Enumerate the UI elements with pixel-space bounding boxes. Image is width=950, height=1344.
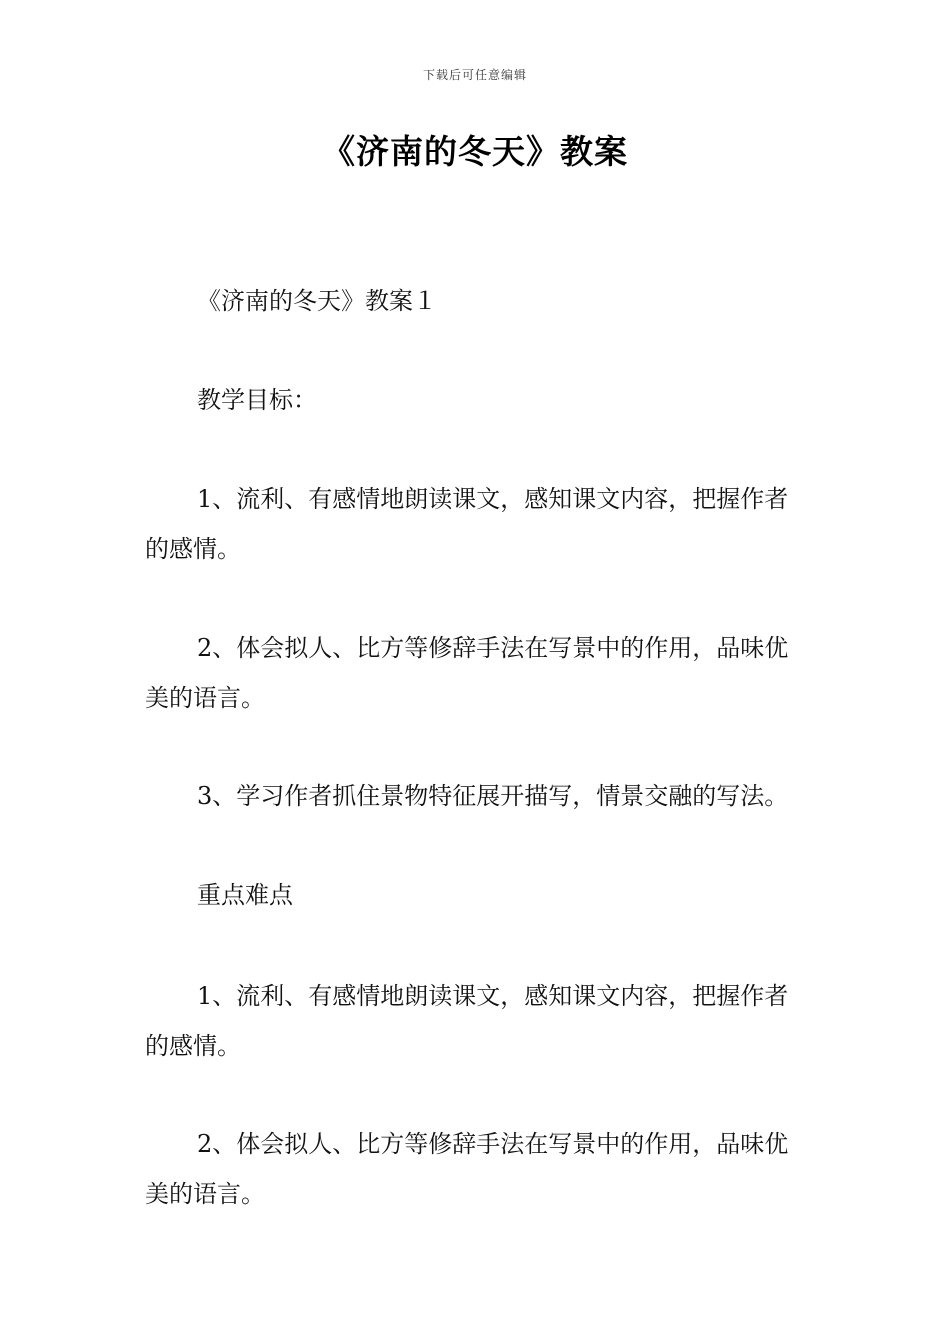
teaching-objectives-heading: 教学目标：: [197, 386, 317, 414]
objective-item-3: 3、学习作者抓住景物特征展开描写，情景交融的写法。: [197, 782, 789, 810]
difficulty-item-2: 2、体会拟人、比方等修辞手法在写景中的作用，品味优美的语言。: [145, 1130, 789, 1208]
document-title: 《济南的冬天》教案: [322, 132, 628, 171]
objective-item-1: 1、流利、有感情地朗读课文，感知课文内容，把握作者的感情。: [145, 485, 789, 563]
objective-item-2: 2、体会拟人、比方等修辞手法在写景中的作用，品味优美的语言。: [145, 634, 789, 712]
header-note: 下载后可任意编辑: [422, 68, 527, 82]
difficulty-item-1: 1、流利、有感情地朗读课文，感知课文内容，把握作者的感情。: [145, 982, 789, 1060]
section-heading: 《济南的冬天》教案１: [197, 287, 437, 315]
key-difficulties-heading: 重点难点: [197, 881, 293, 909]
